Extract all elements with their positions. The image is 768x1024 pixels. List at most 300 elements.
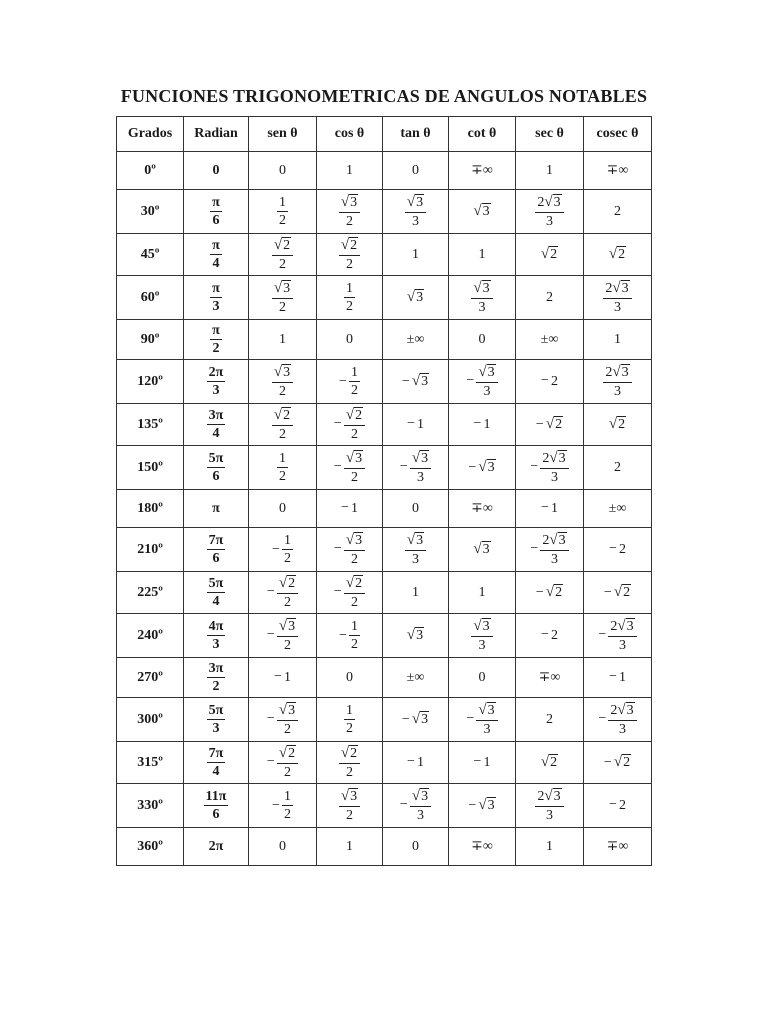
fraction [608,702,636,737]
minus-sign: − [407,754,415,770]
cell-value [333,575,365,610]
sqrt: 2√3 [605,364,629,381]
numerator [277,575,298,594]
cell-cos [317,742,383,784]
numerator [603,364,631,383]
cell-cos [317,276,383,320]
sqrt: √3 [340,788,358,805]
sqrt: √2 [613,754,631,770]
cell-value: 0 [346,331,353,347]
table-row [117,490,652,528]
table-row [117,446,652,490]
table-row [117,360,652,404]
numerator [405,532,426,551]
cell-value: 0 [478,331,486,347]
minus-sign: − [266,754,275,770]
cell-tan [383,698,449,742]
sqrt: √3 [473,618,490,635]
numerator [344,532,365,551]
cell-radian [184,152,249,190]
denominator: 2 [350,469,358,485]
minus-sign: − [266,584,275,600]
fraction [282,533,293,567]
cell-value: 0 [412,162,419,178]
minus-sign: − [473,754,482,770]
cell-value: 0 [478,669,486,685]
denominator: 6 [212,807,220,822]
cell-grados: 315º [117,742,184,784]
cell-value [405,194,426,229]
cell-value [473,204,490,219]
cell-cos [317,698,383,742]
cell-value [277,450,288,484]
cell-radian [184,190,249,234]
cell-grados: 360º [117,828,184,866]
cell-value: 1 [546,162,553,178]
sqrt: √3 [473,280,490,297]
numerator [339,788,360,807]
cell-tan [383,152,449,190]
cell-value [530,532,568,567]
cell-cos [317,614,383,658]
table-row [117,614,652,658]
numerator: 1 [282,789,293,806]
denominator: 2 [279,469,286,484]
cell-value: ±∞ [406,669,425,685]
cell-value: 2π [208,838,224,854]
cell-radian [184,828,249,866]
cell-cosec [584,698,652,742]
cell-value: 0 [346,669,353,685]
cell-value: − 1 [541,500,558,516]
cell-tan [383,742,449,784]
fraction [210,281,222,315]
cell-cosec [584,276,652,320]
fraction [207,576,226,610]
cell-value: ∓∞ [471,501,493,516]
fraction [344,703,355,737]
cell-value [339,237,360,272]
denominator: 3 [478,299,486,315]
minus-sign: − [407,416,415,432]
fraction [535,194,563,229]
numerator [277,745,298,764]
sqrt: √2 [273,237,291,254]
cell-cos [317,190,383,234]
sqrt: 2√3 [542,532,566,549]
table-row [117,698,652,742]
cell-cos [317,320,383,360]
cell-value: − 1 [407,754,424,770]
numerator: 1 [349,365,360,382]
denominator: 3 [411,551,419,567]
numerator [608,618,636,637]
sqrt: 2√3 [605,280,629,297]
trig-table [116,116,652,866]
cell-cot [449,152,516,190]
cell-value [333,407,365,442]
cell-radian [184,360,249,404]
cell-value: 0 [212,162,220,178]
cell-sen [249,490,317,528]
cell-value [603,280,631,315]
cell-value: ±∞ [608,500,627,516]
cell-grados: 45º [117,234,184,276]
cell-tan [383,784,449,828]
denominator: 2 [345,764,353,780]
denominator: 3 [212,637,220,652]
denominator: 2 [346,721,353,736]
sqrt: √3 [473,541,490,557]
sqrt: √3 [278,618,296,635]
cell-value: 0 [279,838,286,854]
fraction [207,408,226,442]
cell-value [466,702,497,737]
cell-grados: 240º [117,614,184,658]
fraction [540,532,568,567]
cell-value: − 2 [609,797,626,813]
numerator [277,702,298,721]
fraction [476,364,497,399]
numerator [476,702,497,721]
cell-value [210,322,222,356]
fraction [344,407,365,442]
cell-grados: 270º [117,658,184,698]
numerator: 5π [207,576,226,593]
minus-sign: − [541,627,549,643]
cell-cosec [584,742,652,784]
sqrt: √3 [478,797,495,813]
fraction [603,364,631,399]
cell-tan [383,658,449,698]
numerator [471,618,492,637]
numerator [277,618,298,637]
cell-sec [516,614,584,658]
cell-radian [184,572,249,614]
denominator: 3 [411,213,419,229]
cell-sen [249,404,317,446]
numerator [344,407,365,426]
cell-cosec [584,828,652,866]
numerator [603,280,631,299]
sqrt: √3 [406,627,424,643]
table-row [117,828,652,866]
cell-radian [184,698,249,742]
fraction [210,238,222,272]
denominator: 2 [278,426,286,442]
sqrt: √3 [406,194,424,211]
fraction [405,532,426,567]
cell-value [339,618,360,652]
denominator: 2 [350,426,358,442]
table-body [117,152,652,866]
sqrt: √2 [340,237,358,254]
minus-sign: − [468,797,477,813]
cell-radian [184,528,249,572]
fraction [207,619,226,653]
denominator: 2 [350,594,358,610]
cell-value [535,788,563,823]
sqrt: √2 [540,754,558,770]
cell-sec [516,572,584,614]
cell-value: ±∞ [406,331,425,347]
sqrt: √3 [273,364,291,381]
header-cosec: cosec θ [584,117,652,152]
cell-grados: 225º [117,572,184,614]
cell-radian [184,614,249,658]
minus-sign: − [598,627,607,643]
numerator [535,788,563,807]
header-sen: sen θ [249,117,317,152]
cell-cos [317,784,383,828]
cell-value: − 1 [341,500,358,516]
sqrt: √2 [278,575,296,592]
cell-cot [449,742,516,784]
cell-radian [184,742,249,784]
cell-sen [249,320,317,360]
numerator: 1 [344,281,355,298]
cell-value: 1 [546,838,553,854]
cell-sec [516,658,584,698]
cell-tan [383,528,449,572]
cell-value: ∓∞ [538,670,561,685]
minus-sign: − [333,541,342,557]
minus-sign: − [399,797,408,813]
cell-value [609,247,626,262]
cell-tan [383,404,449,446]
fraction [272,280,293,315]
minus-sign: − [530,541,539,557]
minus-sign: − [272,541,280,557]
cell-cosec [584,152,652,190]
cell-cos [317,528,383,572]
denominator: 2 [278,256,286,272]
fraction [272,407,293,442]
cell-radian [184,404,249,446]
numerator [272,364,293,383]
cell-sec [516,446,584,490]
fraction [339,194,360,229]
cell-sen [249,360,317,404]
header-tan: tan θ [383,117,449,152]
cell-sec [516,698,584,742]
table-row [117,742,652,784]
cell-value [339,194,360,229]
fraction [410,788,431,823]
cell-cos [317,572,383,614]
cell-value: − 1 [274,669,291,685]
cell-value: π [212,500,220,516]
minus-sign: − [609,797,617,813]
cell-value [210,280,222,314]
cell-grados: 150º [117,446,184,490]
denominator: 3 [613,299,621,315]
cell-value [471,618,492,653]
minus-sign: − [333,459,342,475]
cell-grados: 30º [117,190,184,234]
fraction [277,451,288,485]
cell-value: − 1 [473,754,491,770]
denominator: 3 [483,383,491,399]
cell-value: 0 [412,500,419,516]
numerator [344,450,365,469]
cell-value: ∓∞ [471,163,493,178]
cell-sen [249,276,317,320]
minus-sign: − [603,754,612,770]
numerator [272,407,293,426]
denominator: 3 [618,637,626,653]
denominator: 3 [550,469,558,485]
cell-value [407,628,424,643]
cell-cos [317,490,383,528]
sqrt: 2√3 [610,702,634,719]
sqrt: √2 [273,407,291,424]
cell-value [530,450,568,485]
cell-cot [449,404,516,446]
cell-cosec [584,320,652,360]
cell-cosec [584,234,652,276]
cell-value [344,280,355,314]
denominator: 2 [283,764,291,780]
sqrt: 2√3 [537,194,561,211]
fraction [272,237,293,272]
numerator [272,237,293,256]
cell-sec [516,190,584,234]
minus-sign: − [598,711,607,727]
cell-value: ∓∞ [606,839,629,854]
cell-value: 0 [279,500,286,516]
sqrt: √3 [411,788,429,805]
numerator [535,194,563,213]
cell-value: 2 [614,203,621,219]
sqrt: 2√3 [542,450,566,467]
cell-sec [516,742,584,784]
sqrt: √3 [406,532,424,549]
cell-sen [249,614,317,658]
minus-sign: − [333,416,342,432]
cell-grados: 120º [117,360,184,404]
denominator: 3 [416,469,424,485]
denominator: 3 [212,299,220,314]
fraction [207,451,226,485]
numerator: 11π [204,789,229,806]
cell-cot [449,276,516,320]
sqrt: √2 [540,246,558,262]
fraction [282,789,293,823]
cell-value [272,280,293,315]
numerator [339,237,360,256]
sqrt: 2√3 [610,618,634,635]
denominator: 2 [283,807,291,822]
cell-value [541,247,558,262]
cell-cot [449,698,516,742]
cell-value [272,407,293,442]
cell-sec [516,320,584,360]
cell-value: 1 [412,246,419,262]
denominator: 2 [350,637,358,652]
header-cot: cot θ [449,117,516,152]
cell-sec [516,784,584,828]
minus-sign: − [603,584,612,600]
sqrt: √3 [273,280,291,297]
denominator: 2 [212,679,220,694]
fraction [471,280,492,315]
denominator: 3 [545,213,553,229]
numerator [476,364,497,383]
cell-radian [184,320,249,360]
cell-cot [449,528,516,572]
cell-value: − 2 [609,541,626,557]
denominator: 3 [212,721,220,736]
cell-value: 2 [546,289,553,305]
cell-cot [449,658,516,698]
sqrt: √3 [473,203,490,219]
table-row [117,320,652,360]
cell-cot [449,360,516,404]
denominator: 2 [283,721,291,737]
fraction [344,575,365,610]
cell-cot [449,614,516,658]
minus-sign: − [274,669,282,685]
sqrt: √3 [478,702,495,719]
header-cos: cos θ [317,117,383,152]
cell-value [210,237,222,271]
denominator: 2 [283,594,291,610]
cell-value: 1 [279,331,286,347]
cell-value: ∓∞ [606,163,629,178]
cell-value [598,618,636,653]
cell-grados: 90º [117,320,184,360]
cell-cos [317,234,383,276]
header-row [117,117,652,152]
fraction [277,745,298,780]
cell-value [604,755,631,770]
denominator: 2 [345,213,353,229]
sqrt: 2√3 [537,788,561,805]
table-row [117,234,652,276]
fraction [344,532,365,567]
cell-value [466,364,497,399]
numerator [540,450,568,469]
cell-sec [516,234,584,276]
cell-value [535,194,563,229]
cell-sec [516,152,584,190]
cell-sec [516,360,584,404]
fraction [349,365,360,399]
sqrt: √3 [278,702,296,719]
minus-sign: − [266,711,275,727]
cell-value [536,585,563,600]
fraction [277,195,288,229]
denominator: 2 [278,383,286,399]
denominator: 2 [212,341,220,356]
denominator: 2 [346,299,353,314]
cell-radian [184,234,249,276]
numerator: 4π [207,619,226,636]
minus-sign: − [541,373,549,389]
cell-grados: 0º [117,152,184,190]
header-sec: sec θ [516,117,584,152]
cell-value [266,618,298,653]
cell-value [468,798,495,813]
cell-value: 1 [478,246,486,262]
cell-radian [184,784,249,828]
numerator: π [210,281,222,298]
cell-value [541,755,558,770]
cell-cos [317,446,383,490]
cell-cosec [584,658,652,698]
fraction [210,195,222,229]
